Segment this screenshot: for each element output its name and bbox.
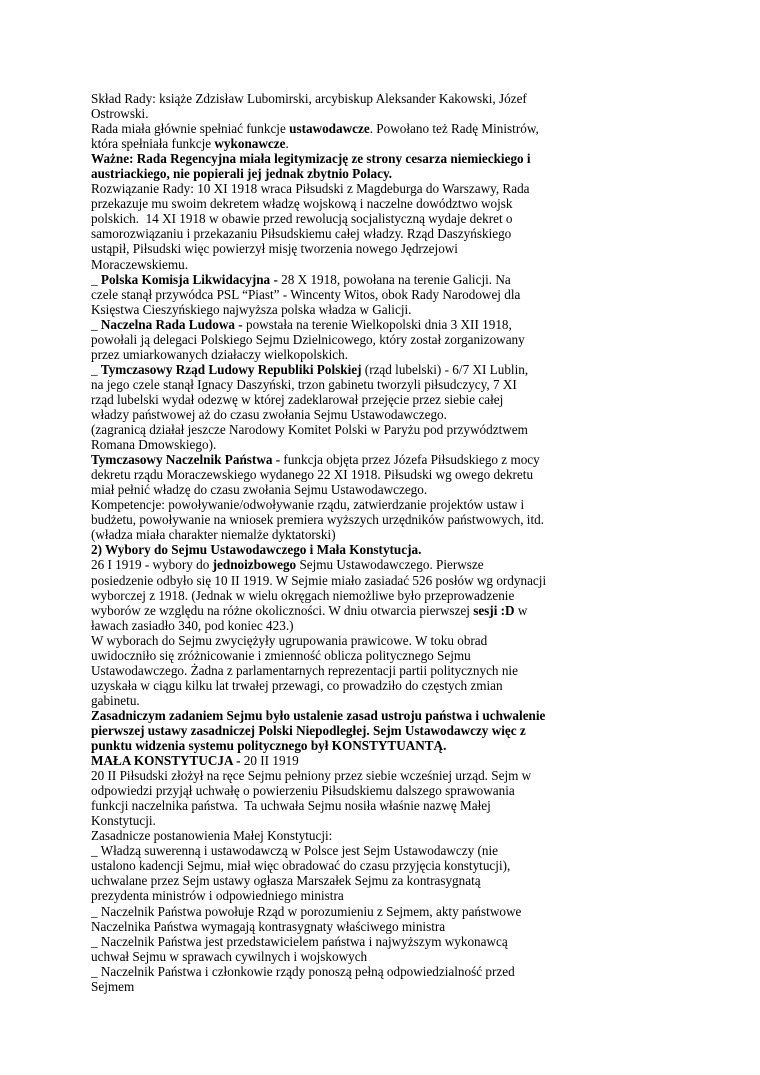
text-line [91, 347, 531, 362]
text-line [91, 437, 531, 452]
text-run: władzy państwowej aż do czasu zwołania Sejmu Ustawodawczego. [91, 406, 447, 422]
text-line [91, 888, 531, 903]
text-line [91, 738, 531, 753]
text-line [91, 858, 531, 873]
bold-text-run: MAŁA KONSTYTUCJA - [91, 753, 241, 769]
text-run: _ Naczelnik Państwa i członkowie rządy ponoszą pełną odpowiedzialność przed [91, 963, 515, 979]
text-line [91, 497, 531, 512]
text-line [91, 241, 531, 256]
text-run: przez umiarkowanych działaczy wielkopolskich. [91, 346, 349, 362]
text-run: Kompetencje: powoływanie/odwoływanie rządu, zatwierdzanie projektów ustaw i [91, 497, 525, 513]
text-line [91, 813, 531, 828]
text-run: rząd lubelski wydał odezwę w której zadeklarował przejęcie przez siebie całej [91, 391, 504, 407]
text-line [91, 151, 531, 166]
text-line [91, 934, 531, 949]
text-line [91, 979, 531, 994]
bold-text-run: Tymczasowy Naczelnik Państwa - [91, 452, 281, 468]
text-line [91, 467, 534, 483]
text-line [91, 136, 531, 151]
text-line [91, 542, 531, 557]
bold-text-run: Ważne: Rada Regencyjna miała legitymizację ze strony cesarza niemieckiego i [91, 151, 531, 167]
text-line [91, 287, 531, 302]
text-line [91, 392, 531, 407]
text-run: 20 II 1919 [240, 753, 299, 769]
text-run: gabinetu. [91, 692, 140, 708]
text-line [91, 707, 546, 723]
text-line [91, 618, 531, 633]
text-run: dekretu rządu Moraczewskiego wydanego 22 XI 1918. Piłsudski wg owego dekretu [91, 467, 534, 483]
bold-text-run: Tymczasowy Rząd Ludowy Republiki Polskiej [100, 361, 362, 377]
text-run: która spełniała funkcje [91, 136, 215, 152]
text-run: budżetu, powoływanie na wniosek premiera wyższych urzędników państwowych, itd. [91, 512, 545, 528]
text-run: ustalono kadencji Sejmu, miał więc obradować do czasu przyjęcia konstytucji), [91, 858, 511, 874]
text-run: wyborów ze względu na różne okoliczności. W dniu otwarcia pierwszej [91, 602, 474, 618]
text-run: (zagranicą działał jeszcze Narodowy Komitet Polski w Paryżu pod przywództwem [91, 422, 528, 438]
text-run: uchwalane przez Sejm ustawy ogłasza Marszałek Sejmu za kontrasygnatą [91, 873, 481, 889]
text-run: prezydenta ministrów i odpowiedniego ministra [91, 888, 344, 904]
text-run: wyborczej z 1918. (Jednak w wielu okręgach niemożliwe było przeprowadzenie [91, 587, 515, 603]
bold-text-run: wykonawcze [214, 136, 286, 152]
text-run: Sejmu Ustawodawczego. Pierwsze [296, 557, 484, 573]
text-run: W wyborach do Sejmu zwyciężyły ugrupowania prawicowe. W toku obrad [91, 632, 488, 648]
text-line [91, 362, 531, 377]
text-line [91, 527, 531, 542]
text-run: _ [91, 316, 101, 332]
text-line [91, 512, 545, 528]
text-run: 26 I 1919 - wybory do [91, 557, 213, 573]
text-run: samorozwiązaniu i przekazaniu Piłsudskiemu całej władzy. Rząd Daszyńskiego [91, 226, 512, 242]
bold-text-run: sesji :D [473, 602, 515, 618]
text-run: Ostrowski. [91, 106, 149, 122]
text-run: Zasadnicze postanowienia Małej Konstytucji: [91, 828, 333, 844]
text-line [91, 211, 531, 226]
text-run: Konstytucji. [91, 813, 156, 829]
text-line [91, 257, 531, 272]
text-line [91, 843, 531, 858]
document-page [91, 91, 547, 994]
bold-text-run: punktu widzenia systemu politycznego był KONSTYTUANTĄ. [91, 738, 447, 754]
text-line [91, 226, 531, 241]
bold-text-run: Polska Komisja Likwidacyjna - [100, 271, 278, 287]
text-line [91, 557, 531, 572]
text-run: funkcji naczelnika państwa. Ta uchwała Sejmu nosiła właśnie nazwę Małej [91, 798, 491, 814]
text-line [91, 106, 531, 121]
text-run: funkcja objęta przez Józefa Piłsudskiego z mocy [280, 452, 540, 468]
text-run: Skład Rady: książe Zdzisław Lubomirski, arcybiskup Aleksander Kakowski, Józef [91, 91, 527, 106]
text-run: odpowiedzi przyjął uchwałę o powierzeniu Piłsudskiemu dalszego sprawowania [91, 783, 515, 799]
text-run: Moraczewskiemu. [91, 256, 189, 272]
text-line [91, 633, 531, 648]
text-line [91, 407, 531, 422]
text-line [91, 753, 531, 768]
text-line [91, 919, 531, 934]
text-run: miał pełnić władzę do czasu zwołania Sejmu Ustawodawczego. [91, 482, 428, 498]
text-run: posiedzenie odbyło się 10 II 1919. W Sejmie miało zasiadać 526 posłów wg ordynacji [91, 572, 547, 588]
text-line [91, 332, 531, 347]
text-line [91, 828, 531, 843]
text-run: w [514, 602, 528, 618]
text-line [91, 964, 531, 979]
text-line [91, 663, 531, 678]
text-line [91, 648, 531, 663]
text-run: na jego czele stanął Ignacy Daszyński, trzon gabinetu tworzyli piłsudczycy, 7 XI [91, 376, 517, 392]
text-line [91, 603, 531, 618]
text-line [91, 166, 531, 181]
text-line [91, 783, 531, 798]
text-line [91, 723, 531, 738]
text-line [91, 588, 531, 603]
text-run: 28 X 1918, powołana na terenie Galicji. Na [277, 271, 511, 287]
bold-text-run: Zasadniczym zadaniem Sejmu było ustalenie zasad ustroju państwa i uchwalenie [91, 707, 546, 723]
text-line [91, 798, 531, 813]
bold-text-run: austriackiego, nie popierali jej jednak zbytnio Polacy. [91, 166, 393, 182]
text-line [91, 768, 531, 783]
text-line [91, 693, 531, 708]
text-run: _ Naczelnik Państwa jest przedstawicielem państwa i najwyższym wykonawcą [91, 933, 508, 949]
text-line [91, 272, 531, 287]
text-run: ustąpił, Piłsudski więc powierzył misję tworzenia nowego Jędrzejowi [91, 241, 458, 257]
text-run: Rada miała głównie spełniać funkcje [91, 121, 290, 137]
bold-text-run: jednoizbowego [212, 557, 297, 573]
text-run: przekazuje mu swoim dekretem władzę wojskową i naczelne dowództwo wojsk [91, 196, 513, 212]
text-line [91, 121, 539, 137]
text-run: Romana Dmowskiego). [91, 437, 217, 453]
text-line [91, 949, 531, 964]
text-line [91, 196, 531, 211]
text-line [91, 91, 531, 106]
text-line [91, 678, 531, 693]
text-run: polskich. 14 XI 1918 w obawie przed rewolucją socjalistyczną wydaje dekret o [91, 211, 513, 227]
text-line [91, 572, 547, 588]
text-run: _ Władzą suwerenną i ustawodawczą w Polsce jest Sejm Ustawodawczy (nie [91, 843, 498, 859]
text-line [91, 873, 531, 888]
text-run: _ Naczelnik Państwa powołuje Rząd w porozumieniu z Sejmem, akty państwowe [91, 903, 522, 919]
text-run: 20 II Piłsudski złożył na ręce Sejmu pełniony przez siebie wcześniej urząd. Sejm w [91, 768, 532, 784]
bold-text-run: ustawodawcze [289, 121, 370, 137]
text-run: Księstwa Cieszyńskiego najwyższa polska władza w Galicji. [91, 301, 412, 317]
bold-text-run: 2) Wybory do Sejmu Ustawodawczego i Mała Konstytucja. [91, 542, 422, 558]
text-line [91, 181, 531, 196]
text-run: uchwał Sejmu w sprawach cywilnych i wojskowych [91, 948, 368, 964]
text-run: czele stanął przywódca PSL “Piast” - Wincenty Witos, obok Rady Narodowej dla [91, 286, 521, 302]
text-line [91, 452, 540, 468]
text-run: uwidoczniło się zróżnicowanie i zmienność oblicza politycznego Sejmu [91, 647, 471, 663]
text-line [91, 302, 531, 317]
text-run: _ [91, 271, 101, 287]
text-run: Rozwiązanie Rady: 10 XI 1918 wraca Piłsudski z Magdeburga do Warszawy, Rada [91, 181, 530, 197]
text-line [91, 377, 531, 392]
text-run: uzyskała w ciągu kilku lat trwałej przewagi, co prowadziło do częstych zmian [91, 677, 503, 693]
text-run: powołali ją delegaci Polskiego Sejmu Dzielnicowego, który został zorganizowany [91, 331, 525, 347]
text-run: Ustawodawczego. Żadna z parlamentarnych reprezentacji partii politycznych nie [91, 662, 518, 678]
text-run: Naczelnika Państwa wymagają kontrasygnaty właściwego ministra [91, 918, 446, 934]
bold-text-run: Naczelna Rada Ludowa - [100, 316, 243, 332]
bold-text-run: pierwszej ustawy zasadniczej Polski Niepodległej. Sejm Ustawodawczy więc z [91, 722, 526, 738]
text-line [91, 482, 531, 497]
text-run: powstała na terenie Wielkopolski dnia 3 XII 1918, [242, 316, 512, 332]
text-line [91, 317, 531, 332]
text-run: Sejmem [91, 978, 135, 994]
text-line [91, 422, 531, 437]
text-run: . Powołano też Radę Ministrów, [369, 121, 539, 137]
text-run: ławach zasiadło 340, pod koniec 423.) [91, 617, 294, 633]
text-run: (władza miała charakter niemalże dyktatorski) [91, 527, 336, 543]
text-run: _ [91, 361, 101, 377]
text-run: (rząd lubelski) - 6/7 XI Lublin, [361, 361, 529, 377]
text-line [91, 904, 531, 919]
text-run: . [285, 136, 289, 152]
